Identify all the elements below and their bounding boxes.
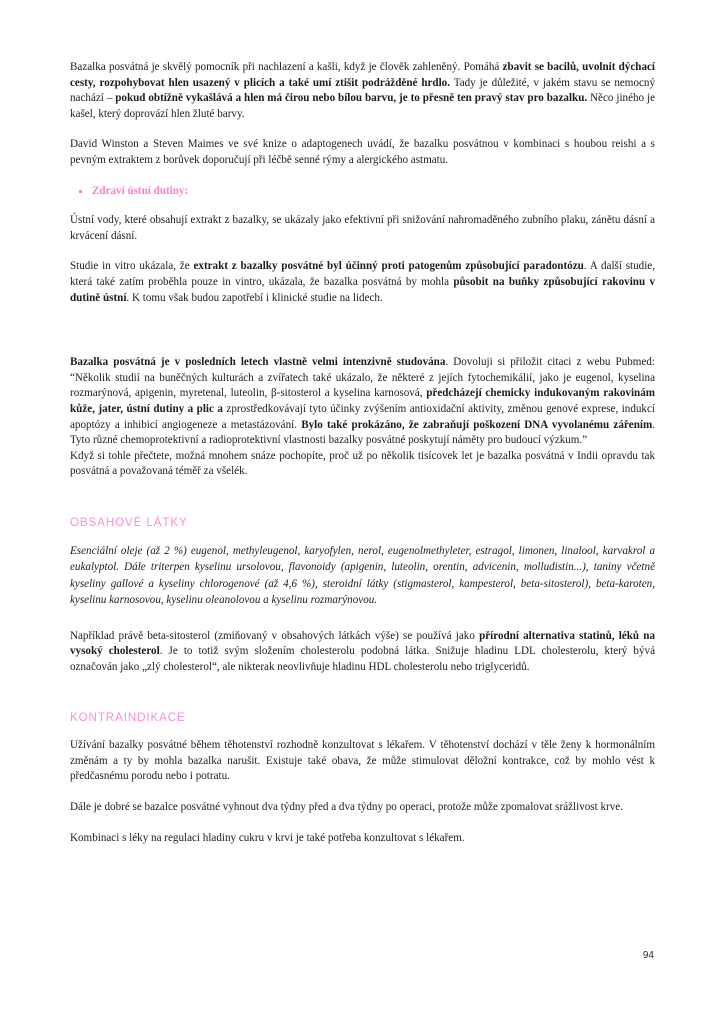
- section-heading-ingredients: OBSAHOVÉ LÁTKY: [70, 515, 188, 529]
- text-run: . Je to totiž svým složením cholesterolu podobná látka. Snižuje hladinu LDL cholesterolu, který bývá označován jako „zlý cholesterol“, ale nikterak neovlivňuje hladinu HDL cholesterolu nebo triglyceridů.: [70, 645, 655, 673]
- text-run-bold: zbavit se bacilů, uvolnit dýchací cesty, rozpohybovat hlen usazený v plicích a také umí ztišit podrážděné hrdlo.: [70, 61, 655, 89]
- paragraph-ingredients-list: Esenciální oleje (až 2 %) eugenol, methyleugenol, karyofylen, nerol, eugenolmethyleter, estragol, limonen, linalool, karvakrol a eukalyptol. Dále triterpen kyselinu ursolovou, flavonoidy (apigenin, luteolin, orentin, advicenin, molludistin...), taniny včetně kyseliny gallové a kyseliny chlorogenové (až 4,6 %), steroidní látky (stigmasterol, kampesterol, beta-sitosterol), beta-karoten, kyselinu karnosovou, kyselinu oleanolovou a kyselinu rozmarýnovou.: [70, 544, 655, 607]
- paragraph-winston-maimes: David Winston a Steven Maimes ve své knize o adaptogenech uvádí, že bazalku posvátnou v kombinaci s houbou reishi a s pevným extraktem z borůvek doporučují při léčbě senné rýmy a alergického astmatu.: [70, 138, 655, 166]
- section-spacer: [70, 495, 655, 515]
- text-run: Bazalka posvátná je skvělý pomocník při nachlazení a kašli, když je člověk zahleněný. Pomáhá: [70, 61, 503, 73]
- list-item-label: Zdraví ústní dutiny:: [92, 184, 189, 197]
- text-run-bold: extrakt z bazalky posvátné byl účinný proti patogenům způsobující paradontózu: [193, 260, 584, 273]
- list-item-oral-health: [92, 184, 655, 200]
- section-spacer: [70, 321, 655, 355]
- section-spacer: [70, 609, 655, 629]
- text-run-bold: předcházejí chemicky indukovaným rakovinám kůže, jater, ústní dutiny a plic a: [70, 387, 656, 415]
- text-run: Například právě beta-sitosterol (zmiňovaný v obsahových látkách výše) se používá jako: [70, 629, 480, 642]
- text-run: . K tomu však budou zapotřebí i klinické studie na lidech.: [126, 291, 383, 304]
- heading-spacer: [70, 726, 655, 738]
- text-run: . Dovoluji si přiložit citaci z webu Pubmed: “Několik studií na buněčných kulturách a zvířatech také ukázalo, že některé z jejích fytochemikálií, jako je eugenol, kyselina rozmarýnová, apigenin, myretenal, luteolin, β-sitosterol a kyselina karnosová,: [70, 356, 655, 400]
- paragraph-beta-sitosterol: [70, 629, 655, 676]
- section-spacer: [70, 690, 655, 710]
- text-run: . Tyto různé chemoprotektivní a radioprotektivní vlastnosti bazalky posvátné poskytují náměty pro budoucí výzkum.”: [70, 418, 655, 447]
- section-heading-contraindications: KONTRAINDIKACE: [70, 711, 186, 725]
- text-run: zprostředkovávají tyto účinky zvýšením antioxidační aktivity, změnou genové exprese, indukcí apoptózy a inhibicí angiogeneze a metastázování.: [70, 402, 655, 431]
- paragraph-blood-sugar-warning: Kombinaci s léky na regulaci hladiny cukru v krvi je také potřeba konzultovat s lékařem.: [70, 831, 465, 844]
- text-run: Studie in vitro ukázala, že: [70, 260, 194, 273]
- page-number: 94: [642, 950, 654, 961]
- text-run-bold: působit na buňky způsobující rakovinu v dutině ústní: [70, 275, 655, 304]
- paragraph-in-vitro-study: [70, 259, 655, 306]
- text-run: Něco jiného je kašel, který doprovází hlen žluté barvy.: [70, 92, 656, 120]
- text-run-bold: Bylo také prokázáno, že zabraňují poškození DNA vyvolanému zářením: [301, 418, 653, 431]
- paragraph-cough-remedy: [70, 60, 655, 122]
- bullet-dot-icon: [79, 190, 82, 193]
- heading-spacer: [70, 531, 655, 543]
- paragraph-surgery-warning: Dále je dobré se bazalce posvátné vyhnout dva týdny před a dva týdny po operaci, protože může zpomalovat srážlivost krve.: [70, 801, 623, 814]
- paragraph-mouthwash: Ústní vody, které obsahují extrakt z bazalky, se ukázaly jako efektivní při snižování nahromaděného zubního plaku, zánětu dásní a krvácení dásní.: [70, 214, 655, 242]
- oral-health-list: [70, 184, 655, 200]
- paragraph-pubmed-citation: [70, 355, 655, 449]
- text-run-bold: Bazalka posvátná je v posledních letech vlastně velmi intenzivně studována: [70, 356, 446, 369]
- text-run: Tady je důležité, v jakém stavu se nemocný nachází –: [70, 76, 656, 105]
- paragraph-pubmed-conclusion: Když si tohle přečtete, možná mnohem snáze pochopíte, proč už po několik tisícovek let je bazalka posvátná v Indii opravdu tak posvátná a považovaná téměř za všelék.: [70, 449, 655, 478]
- text-run: . A další studie, která také zatím proběhla pouze in vintro, ukázala, že bazalka posvátná by mohla: [70, 260, 655, 288]
- paragraph-pregnancy-warning: Užívání bazalky posvátné během těhotenství rozhodně konzultovat s lékařem. V těhotenství dochází v těle ženy k hormonálním změnám a ty by mohla bazalka narušit. Existuje také obava, že může stimulovat děložní kontrakce, což by mohlo vést k předčasnému porodu nebo i potratu.: [70, 739, 655, 783]
- text-run-bold: pokud obtížně vykašlává a hlen má čirou nebo bílou barvu, je to přesně ten pravý stav pro bazalku.: [115, 92, 588, 105]
- text-run-bold: přírodní alternativa statinů, léků na vysoký cholesterol: [70, 629, 655, 658]
- page-content: [70, 60, 655, 846]
